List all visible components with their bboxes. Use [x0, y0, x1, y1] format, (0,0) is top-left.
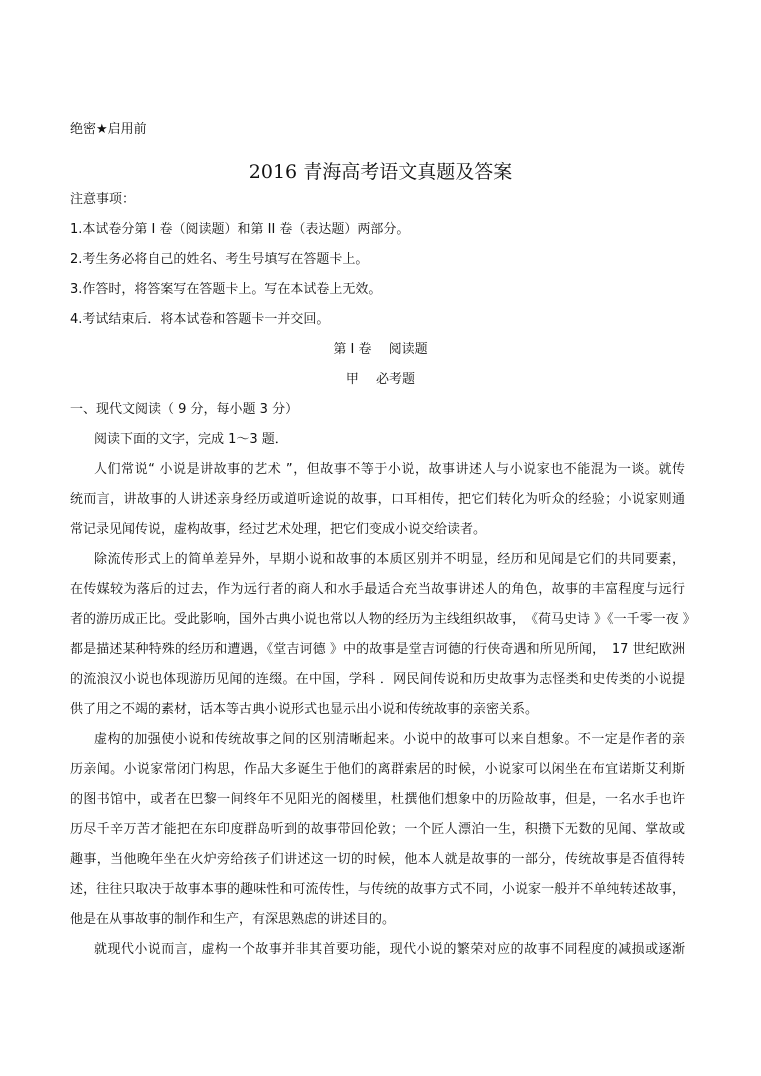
passage-line: 人们常说“ 小说是讲故事的艺术 ”，但故事不等于小说，故事讲述人与小说家也不能混为一谈。就传: [94, 462, 685, 477]
passage-line: 历尽千辛万苦才能把在东印度群岛听到的故事带回伦敦；一个匠人漂泊一生，积攒下无数的见闻、掌故或: [70, 822, 685, 837]
section-heading: 一、现代文阅读（ 9 分，每小题 3 分）: [70, 402, 299, 417]
passage-line: 趣事，当他晚年坐在火炉旁给孩子们讲述这一切的时候，他本人就是故事的一部分，传统故事是否值得转: [70, 852, 685, 867]
passage-line: 就现代小说而言，虚构一个故事并非其首要功能，现代小说的繁荣对应的故事不同程度的减损或逐渐: [94, 942, 685, 957]
notes-item: 3.作答时，将答案写在答题卡上。写在本试卷上无效。: [70, 282, 382, 297]
notes-item: 2.考生务必将自己的姓名、考生号填写在答题卡上。: [70, 252, 369, 267]
volume-heading: 第 I 卷 阅读题: [333, 342, 428, 357]
passage-line: 统而言，讲故事的人讲述亲身经历或道听途说的故事，口耳相传，把它们转化为听众的经验；小说家则通: [70, 492, 685, 507]
passage-line: 的流浪汉小说也体现游历见闻的连缀。在中国，学科 ．网民间传说和历史故事为志怪类和史传类的小说提: [70, 672, 685, 687]
passage-line: 都是描述某种特殊的经历和遭遇，《堂吉诃德 》中的故事是堂吉诃德的行侠奇遇和所见所闻， 17 世纪欧洲: [70, 642, 685, 657]
notes-heading: 注意事项：: [70, 192, 136, 207]
passage-line: 常记录见闻传说，虚构故事，经过艺术处理，把它们变成小说交给读者。: [70, 522, 487, 537]
secret-mark: 绝密★启用前: [70, 122, 147, 137]
passage-line: 的图书馆中，或者在巴黎一间终年不见阳光的阁楼里，杜撰他们想象中的历险故事，但是，一名水手也许: [70, 792, 685, 807]
passage-line: 除流传形式上的简单差异外，早期小说和故事的本质区别并不明显，经历和见闻是它们的共同要素，: [94, 552, 685, 567]
page-title: 2016 青海高考语文真题及答案: [248, 161, 513, 183]
passage-line: 他是在从事故事的制作和生产，有深思熟虑的讲述目的。: [70, 912, 396, 927]
passage-line: 者的游历成正比。受此影响，国外古典小说也常以人物的经历为主线组织故事， 《荷马史诗 》《一千零一夜 》: [70, 612, 696, 627]
notes-item: 4.考试结束后．将本试卷和答题卡一并交回。: [70, 312, 330, 327]
passage-line: 述，往往只取决于故事本事的趣味性和可流传性，与传统的故事方式不同，小说家一般并不单纯转述故事，: [70, 882, 685, 897]
passage-line: 虚构的加强使小说和传统故事之间的区别清晰起来。小说中的故事可以来自想象。不一定是作者的亲: [94, 732, 685, 747]
notes-item: 1.本试卷分第 I 卷（阅读题）和第 II 卷（表达题）两部分。: [70, 222, 410, 237]
passage-line: 供了用之不竭的素材，话本等古典小说形式也显示出小说和传统故事的亲密关系。: [70, 702, 539, 717]
passage-line: 在传媒较为落后的过去，作为远行者的商人和水手最适合充当故事讲述人的角色，故事的丰富程度与远行: [70, 582, 685, 597]
passage-line: 历亲闻。小说家常闭门构思，作品大多诞生于他们的离群索居的时候，小说家可以闲坐在布宜诺斯艾利斯: [70, 762, 685, 777]
section-instruction: 阅读下面的文字，完成 1～3 题．: [94, 432, 288, 447]
volume-subheading: 甲 必考题: [345, 372, 416, 387]
